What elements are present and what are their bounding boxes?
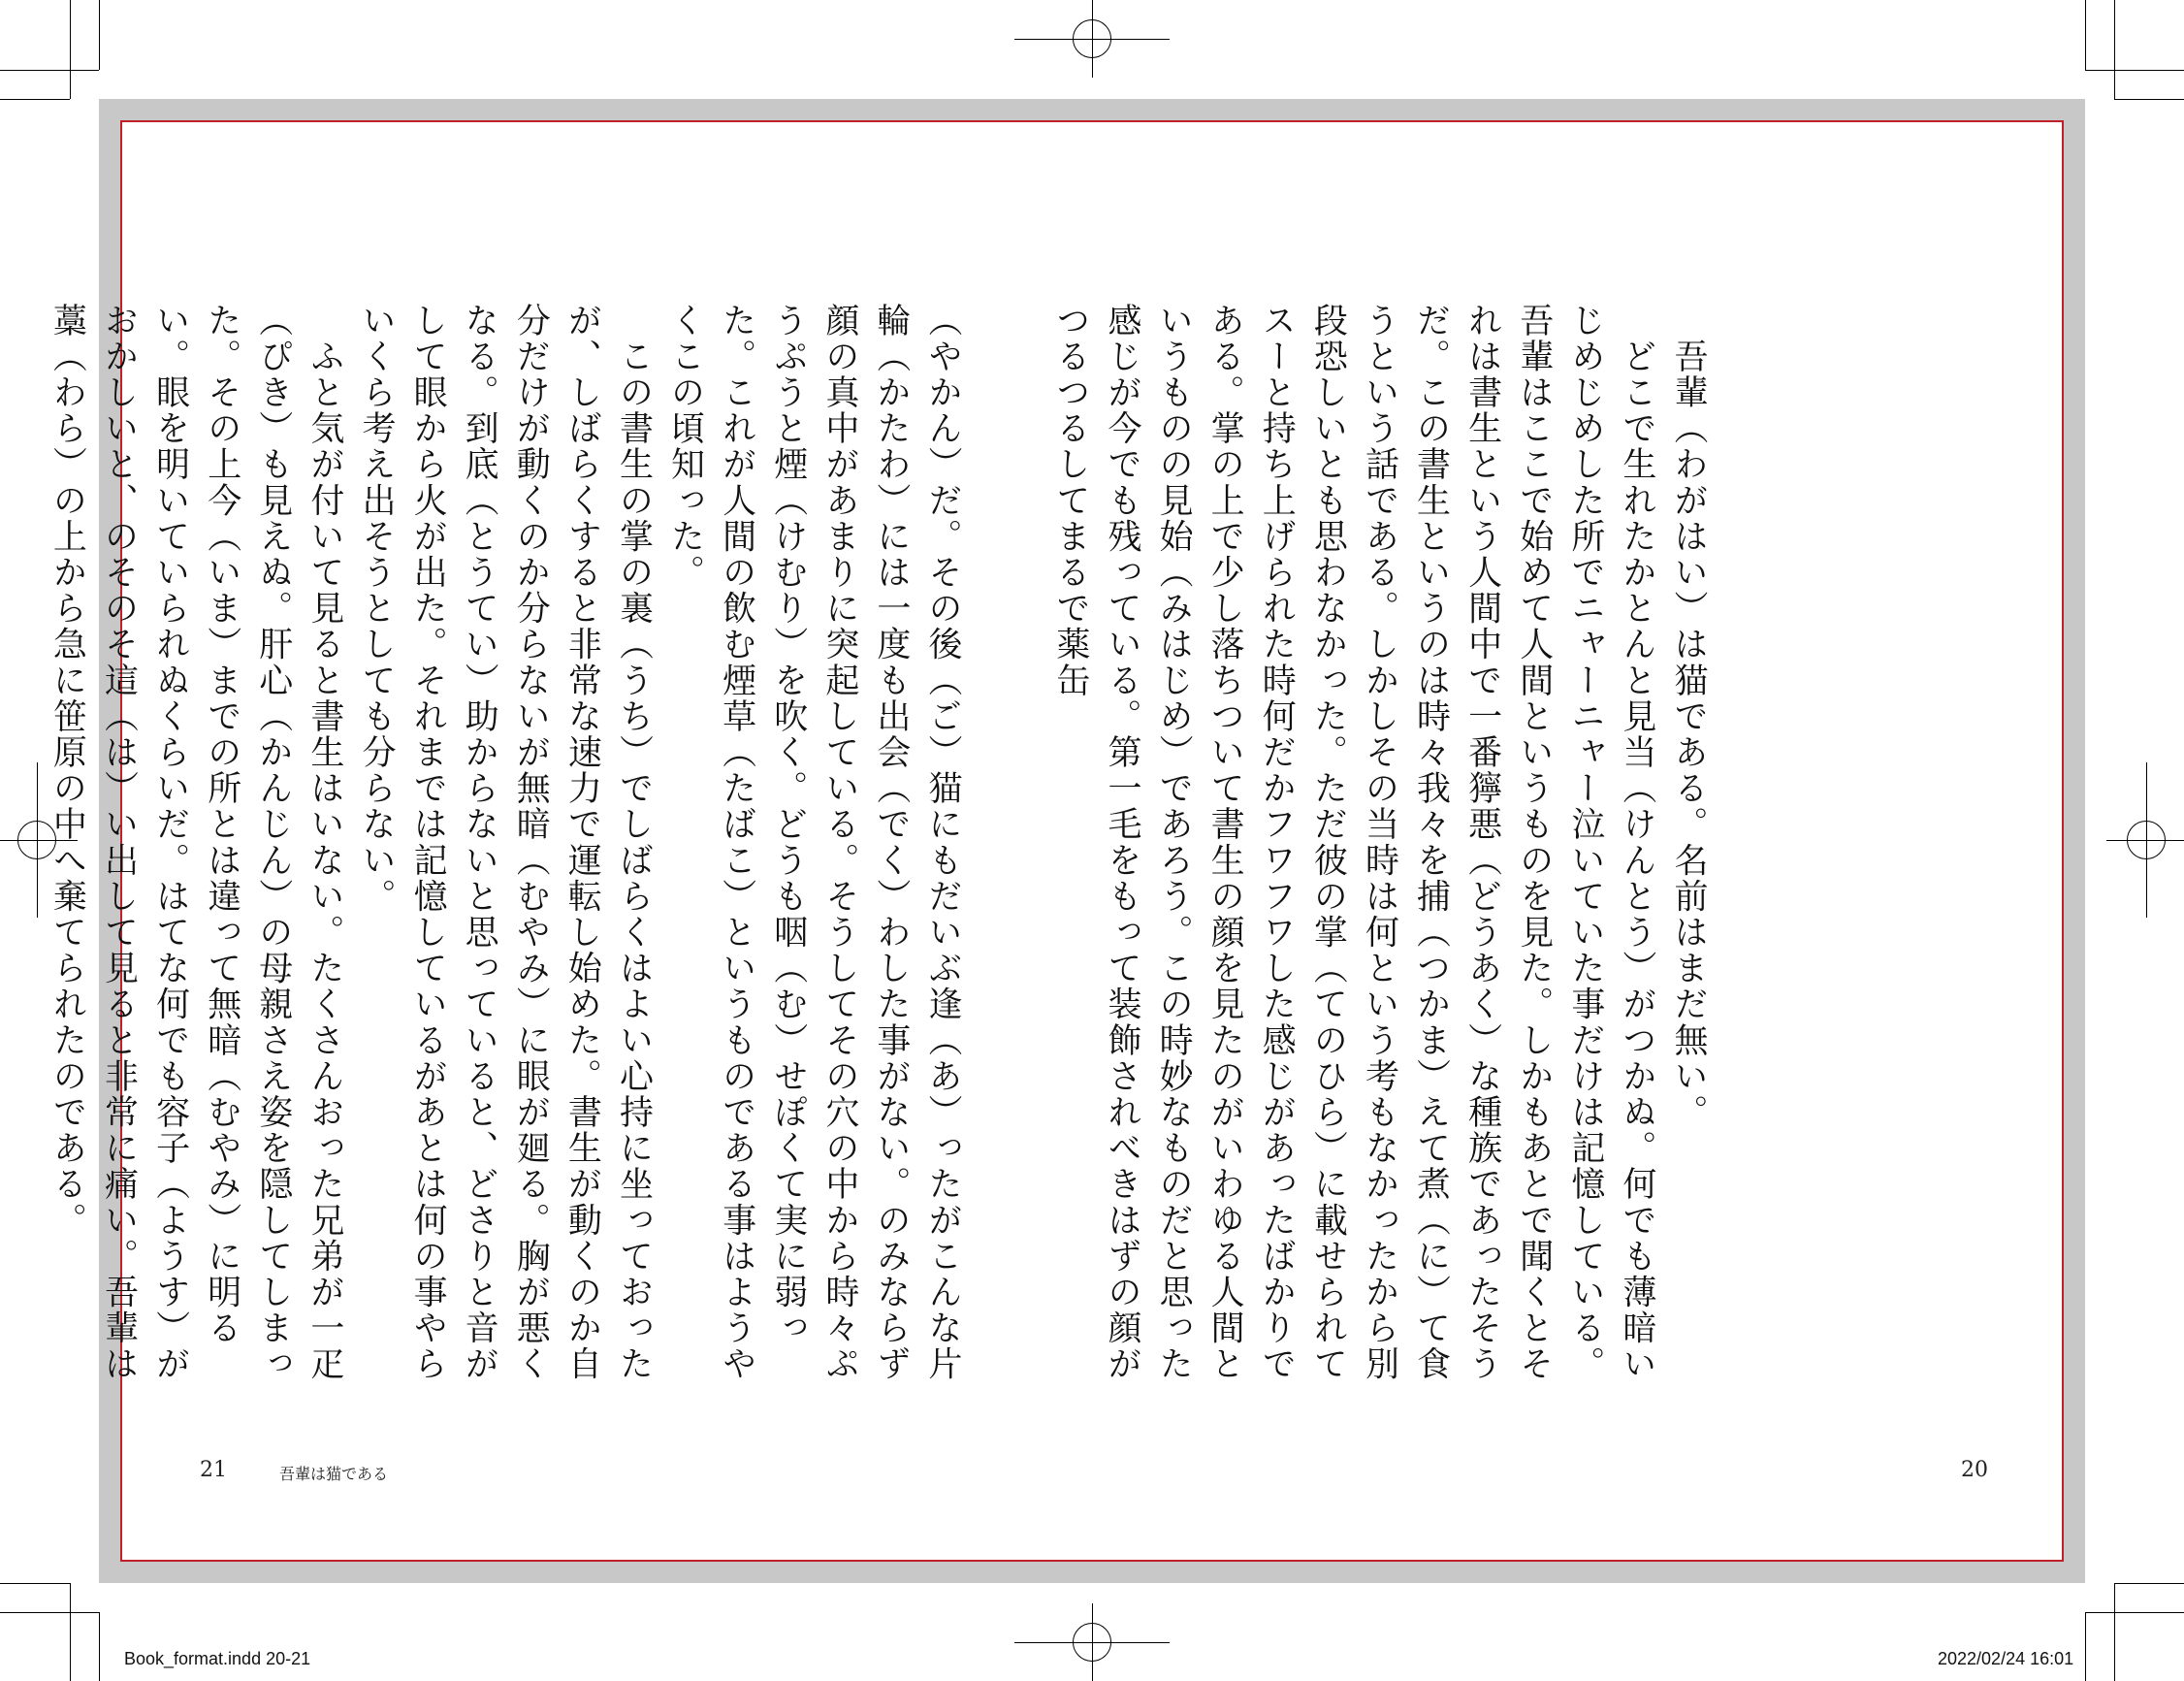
crop-mark <box>2114 1583 2184 1584</box>
paragraph: どこで生れたかとんと見当（けんとう）がつかぬ。何でも薄暗いじめじめした所でニャーニャー泣いていた事だけは記憶している。吾輩はここで始めて人間というものを見た。しかもあとで聞くとそれは書生という人間中で一番獰悪（どうあく）な種族であったそうだ。この書生というのは時々我々を捕（つかま）えて煮（に）て食うという話である。しかしその当時は何という考もなかったから別段恐しいとも思わなかった。ただ彼の掌（てのひら）に載せられてスーと持ち上げられた時何だかフワフワした感じがあったばかりである。掌の上で少し落ちついて書生の顔を見たのがいわゆる人間というものの見始（みはじめ）であろう。この時妙なものだと思った感じが今でも残っている。第一毛をもって装飾されべきはずの顔がつるつるしてまるで薬缶 <box>1050 303 1656 1382</box>
slug-filename: Book_format.indd 20-21 <box>124 1649 311 1668</box>
paragraph: 吾輩（わがはい）は猫である。名前はまだ無い。 <box>1669 303 1708 1131</box>
page-number-left: 21 <box>200 1458 227 1482</box>
crop-mark <box>0 70 99 71</box>
crop-mark <box>2114 1583 2115 1681</box>
crop-mark <box>0 1583 70 1584</box>
paragraph: ふと気が付いて見ると書生はいない。たくさんおった兄弟が一疋（ぴき）も見えぬ。肝心（かんじん）の母親さえ姿を隠してしまった。その上今（いま）までの所とは違って無暗（むやみ）に明るい。眼を明いていられぬくらいだ。はてな何でも容子（ようす）がおかしいと、のそのそ這（は）い出して見ると非常に痛い。吾輩は藁（わら）の上から急に笹原の中へ棄てられたのである。 <box>48 303 344 1382</box>
crop-mark <box>0 99 70 100</box>
crop-mark <box>99 1612 100 1681</box>
running-head: 吾輩は猫である <box>279 1465 389 1483</box>
left-page-text <box>48 303 968 1399</box>
page-number-right: 20 <box>1961 1458 1988 1482</box>
right-page-text <box>1050 303 1714 1399</box>
crop-mark <box>2085 70 2184 71</box>
crop-mark <box>70 0 71 99</box>
paragraph: この書生の掌の裏（うち）でしばらくはよい心持に坐っておったが、しばらくすると非常な速力で運転し始めた。書生が動くのか自分だけが動くのか分らないが無暗（むやみ）に眼が廻る。胸が悪くなる。到底（とうてい）助からないと思っていると、どさりと音がして眼から火が出た。それまでは記憶しているがあとは何の事やらいくら考え出そうとしても分らない。 <box>356 303 654 1382</box>
crop-mark <box>2085 0 2086 70</box>
crop-mark <box>2114 99 2184 100</box>
paragraph: （やかん）だ。その後（ご）猫にもだいぶ逢（あ）ったがこんな片輪（かたわ）には一度も出会（でく）わした事がない。のみならず顔の真中があまりに突起している。そうしてその穴の中から時々ぷうぷうと煙（けむり）を吹く。どうも咽（む）せぽくて実に弱った。これが人間の飲む煙草（たばこ）というものである事はようやくこの頃知った。 <box>665 303 962 1382</box>
crop-mark <box>2085 1612 2086 1681</box>
crop-mark <box>0 1612 99 1613</box>
crop-mark <box>70 1583 71 1681</box>
slug-timestamp: 2022/02/24 16:01 <box>1938 1649 2074 1668</box>
crop-mark <box>2114 0 2115 99</box>
crop-mark <box>99 0 100 70</box>
crop-mark <box>2085 1612 2184 1613</box>
